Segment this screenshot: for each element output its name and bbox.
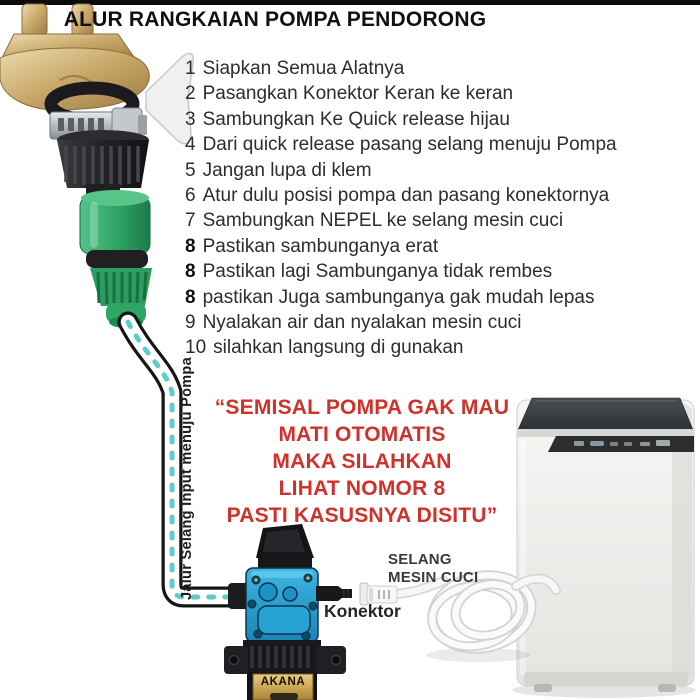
hose-route-label: Jalur Selang Input menuju Pompa	[179, 357, 195, 600]
list-item	[185, 81, 685, 106]
list-item	[185, 310, 685, 335]
step-number: 8	[185, 261, 196, 283]
step-number: 2	[185, 83, 196, 105]
step-number: 9	[185, 312, 196, 334]
step-number: 7	[185, 210, 196, 232]
step-number: 8	[185, 235, 196, 257]
warning-note	[198, 394, 526, 529]
washing-machine-icon	[512, 398, 696, 698]
step-text: Dari quick release pasang selang menuju Pompa	[202, 134, 617, 156]
list-item	[185, 107, 685, 132]
connector-label: Konektor	[324, 601, 401, 621]
list-item	[185, 158, 685, 183]
list-item	[185, 56, 685, 81]
list-item	[185, 335, 685, 360]
step-number: 1	[185, 58, 196, 79]
step-text: silahkan langsung di gunakan	[213, 337, 464, 359]
machine-hose-label-line2: MESIN CUCI	[388, 568, 479, 586]
list-item	[185, 285, 685, 310]
list-item	[185, 132, 685, 157]
step-text: Sambungkan Ke Quick release hijau	[202, 108, 510, 130]
step-text: Jangan lupa di klem	[202, 159, 372, 181]
list-item	[185, 234, 685, 259]
pump-brand-label: AKANA	[260, 676, 306, 688]
step-text: Pasangkan Konektor Keran ke keran	[202, 83, 514, 105]
step-text: Nyalakan air dan nyalakan mesin cuci	[202, 312, 522, 334]
page-title: ALUR RANGKAIAN POMPA PENDORONG	[63, 8, 487, 31]
step-text: Siapkan Semua Alatnya	[202, 58, 405, 79]
warning-line: MATI OTOMATIS	[278, 423, 446, 446]
step-number: 3	[185, 108, 196, 130]
step-number: 8	[185, 286, 196, 308]
warning-line: MAKA SILAHKAN	[272, 450, 452, 473]
machine-hose-label-line1: SELANG	[388, 551, 452, 568]
step-text: Sambungkan NEPEL ke selang mesin cuci	[202, 210, 564, 232]
warning-line: LIHAT NOMOR 8	[278, 477, 446, 500]
warning-line: “SEMISAL POMPA GAK MAU	[214, 396, 510, 419]
warning-line: PASTI KASUSNYA DISITU”	[226, 504, 498, 527]
machine-hose-label	[388, 551, 478, 586]
instruction-list	[185, 56, 685, 361]
list-item	[185, 208, 685, 233]
step-number: 5	[185, 159, 196, 181]
step-text: Atur dulu posisi pompa dan pasang konektornya	[202, 185, 610, 207]
list-item	[185, 259, 685, 284]
step-number: 10	[185, 337, 207, 359]
step-text: pastikan Juga sambunganya gak mudah lepas	[202, 286, 595, 308]
list-item	[185, 183, 685, 208]
quick-release-connector-icon	[57, 130, 152, 328]
step-text: Pastikan sambunganya erat	[202, 235, 439, 257]
step-text: Pastikan lagi Sambunganya tidak rembes	[202, 261, 553, 283]
step-number: 6	[185, 185, 196, 207]
step-number: 4	[185, 134, 196, 156]
